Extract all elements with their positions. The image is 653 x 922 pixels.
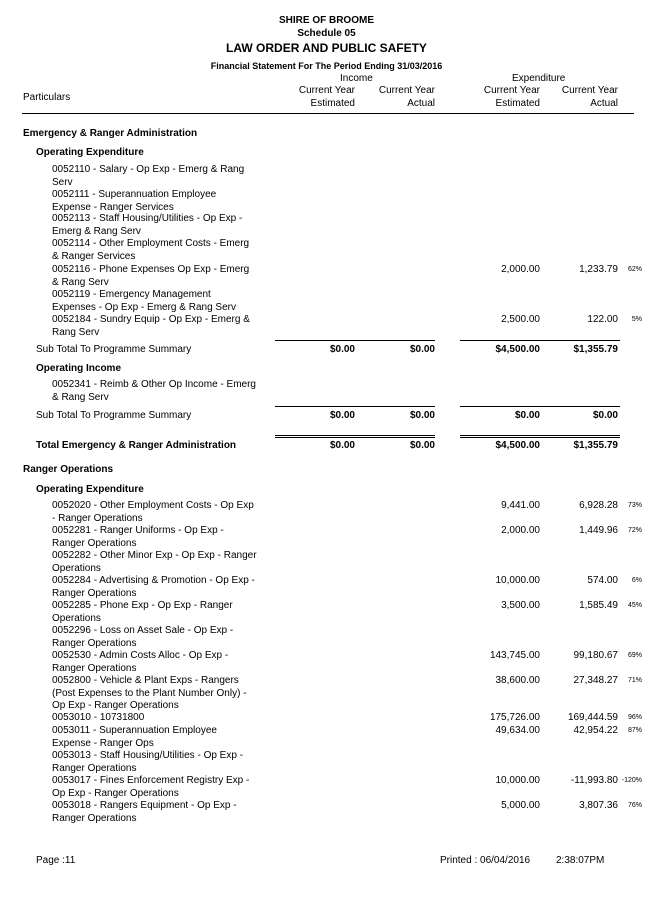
line-item-label: 0052341 - Reimb & Other Op Income - Emerg & Rang Serv (52, 379, 256, 403)
subtotal-inc-act: $0.00 (409, 344, 435, 355)
col-expenditure: Expenditure (512, 73, 566, 84)
subsection-opinc: Operating Income (36, 363, 122, 374)
subtotal-inc-act: $0.00 (409, 410, 435, 421)
exp-act-value: 1,585.49 (579, 600, 618, 611)
exp-est-value: 3,500.00 (501, 600, 540, 611)
exp-act-value: 99,180.67 (573, 650, 618, 661)
line-item-label: 0052113 - Staff Housing/Utilities - Op Exp - Emerg & Rang Serv (52, 213, 243, 237)
line-item-label: 0053018 - Rangers Equipment - Op Exp - Ranger Operations (52, 800, 237, 824)
line-item-label: 0052800 - Vehicle & Plant Exps - Rangers (Post Expenses to the Plant Number Only) - Op Exp - Ranger Operations (52, 675, 247, 711)
col-inc-act-2: Actual (407, 98, 435, 109)
exp-act-value: 27,348.27 (573, 675, 618, 686)
exp-act-value: 1,449.96 (579, 525, 618, 536)
exp-est-value: 2,500.00 (501, 314, 540, 325)
org-name: SHIRE OF BROOME (278, 15, 374, 26)
percent-value: 87% (627, 727, 642, 734)
exp-est-value: 175,726.00 (489, 712, 540, 723)
printed-date: Printed : 06/04/2016 (440, 855, 531, 866)
exp-act-value: 3,807.36 (579, 800, 618, 811)
subsection-opex: Operating Expenditure (36, 147, 144, 158)
total-exp-act: $1,355.79 (573, 440, 618, 451)
subtotal-rule-income (275, 340, 435, 341)
subtotal-exp-act: $0.00 (592, 410, 618, 421)
header-rule (22, 113, 634, 114)
col-exp-act-1: Current Year (561, 85, 618, 96)
col-inc-est-1: Current Year (298, 85, 355, 96)
subtotal-rule-expenditure (460, 406, 620, 407)
total-rule-income (275, 435, 435, 438)
line-item-label: 0053010 - 10731800 (52, 712, 145, 723)
percent-value: 76% (627, 802, 642, 809)
col-particulars: Particulars (23, 92, 71, 103)
exp-act-value: 1,233.79 (579, 264, 618, 275)
exp-est-value: 2,000.00 (501, 525, 540, 536)
exp-act-value: 574.00 (587, 575, 618, 586)
exp-est-value: 10,000.00 (495, 775, 540, 786)
percent-value: 62% (627, 266, 642, 273)
col-income: Income (340, 73, 373, 84)
subtotal-rule-expenditure (460, 340, 620, 341)
exp-est-value: 10,000.00 (495, 575, 540, 586)
line-item-label: 0052111 - Superannuation Employee Expense - Ranger Services (52, 189, 217, 213)
line-item-label: 0052296 - Loss on Asset Sale - Op Exp - Ranger Operations (52, 625, 234, 649)
percent-value: -120% (621, 777, 642, 784)
line-item-label: 0052530 - Admin Costs Alloc - Op Exp - Ranger Operations (52, 650, 229, 674)
percent-value: 5% (631, 316, 642, 323)
line-item-label: 0052110 - Salary - Op Exp - Emerg & Rang Serv (52, 164, 245, 188)
printed-time: 2:38:07PM (556, 855, 605, 866)
total-inc-act: $0.00 (409, 440, 435, 451)
percent-value: 73% (627, 502, 642, 509)
exp-act-value: 6,928.28 (579, 500, 618, 511)
section-title-emergency: Emergency & Ranger Administration (23, 128, 198, 139)
subtotal-exp-est: $4,500.00 (495, 344, 540, 355)
total-rule-expenditure (460, 435, 620, 438)
line-item-label: 0053017 - Fines Enforcement Registry Exp - Op Exp - Ranger Operations (52, 775, 250, 799)
statement-period: Financial Statement For The Period Ending 31/03/2016 (210, 61, 443, 71)
report-title: LAW ORDER AND PUBLIC SAFETY (226, 41, 427, 55)
exp-est-value: 38,600.00 (495, 675, 540, 686)
section-title-ranger: Ranger Operations (23, 464, 114, 475)
line-item-label: 0053013 - Staff Housing/Utilities - Op Exp - Ranger Operations (52, 750, 244, 774)
line-item-label: 0052020 - Other Employment Costs - Op Exp - Ranger Operations (52, 500, 254, 524)
col-exp-act-2: Actual (590, 98, 618, 109)
subtotal-inc-est: $0.00 (329, 344, 355, 355)
col-exp-est-1: Current Year (483, 85, 540, 96)
percent-value: 6% (631, 577, 642, 584)
exp-est-value: 5,000.00 (501, 800, 540, 811)
percent-value: 71% (627, 677, 642, 684)
line-item-label: 0052119 - Emergency Management Expenses - Op Exp - Emerg & Rang Serv (52, 289, 236, 313)
exp-act-value: -11,993.80 (570, 775, 618, 786)
exp-act-value: 42,954.22 (573, 725, 618, 736)
line-item-label: 0053011 - Superannuation Employee Expense - Ranger Ops (52, 725, 217, 749)
exp-est-value: 9,441.00 (501, 500, 540, 511)
subtotal-rule-income (275, 406, 435, 407)
subsection-opex: Operating Expenditure (36, 484, 144, 495)
subtotal-exp-est: $0.00 (514, 410, 540, 421)
schedule-number: Schedule 05 (297, 28, 356, 39)
line-item-label: 0052281 - Ranger Uniforms - Op Exp - Ranger Operations (52, 525, 224, 549)
percent-value: 45% (627, 602, 642, 609)
exp-est-value: 49,634.00 (495, 725, 540, 736)
col-exp-est-2: Estimated (495, 98, 540, 109)
subtotal-label: Sub Total To Programme Summary (36, 344, 192, 355)
subtotal-exp-act: $1,355.79 (573, 344, 618, 355)
col-inc-est-2: Estimated (310, 98, 355, 109)
total-exp-est: $4,500.00 (495, 440, 540, 451)
subtotal-inc-est: $0.00 (329, 410, 355, 421)
line-item-label: 0052282 - Other Minor Exp - Op Exp - Ranger Operations (52, 550, 257, 574)
exp-act-value: 122.00 (587, 314, 618, 325)
line-item-label: 0052184 - Sundry Equip - Op Exp - Emerg & Rang Serv (52, 314, 250, 338)
percent-value: 72% (627, 527, 642, 534)
percent-value: 96% (627, 714, 642, 721)
col-inc-act-1: Current Year (378, 85, 435, 96)
exp-est-value: 143,745.00 (489, 650, 540, 661)
line-item-label: 0052285 - Phone Exp - Op Exp - Ranger Operations (52, 600, 233, 624)
exp-est-value: 2,000.00 (501, 264, 540, 275)
total-label: Total Emergency & Ranger Administration (36, 440, 237, 451)
total-inc-est: $0.00 (329, 440, 355, 451)
line-item-label: 0052114 - Other Employment Costs - Emerg & Ranger Services (52, 238, 250, 262)
exp-act-value: 169,444.59 (567, 712, 618, 723)
page-number: Page :11 (36, 855, 76, 866)
line-item-label: 0052116 - Phone Expenses Op Exp - Emerg & Rang Serv (52, 264, 250, 288)
line-item-label: 0052284 - Advertising & Promotion - Op Exp - Ranger Operations (52, 575, 255, 599)
subtotal-label: Sub Total To Programme Summary (36, 410, 192, 421)
percent-value: 69% (627, 652, 642, 659)
